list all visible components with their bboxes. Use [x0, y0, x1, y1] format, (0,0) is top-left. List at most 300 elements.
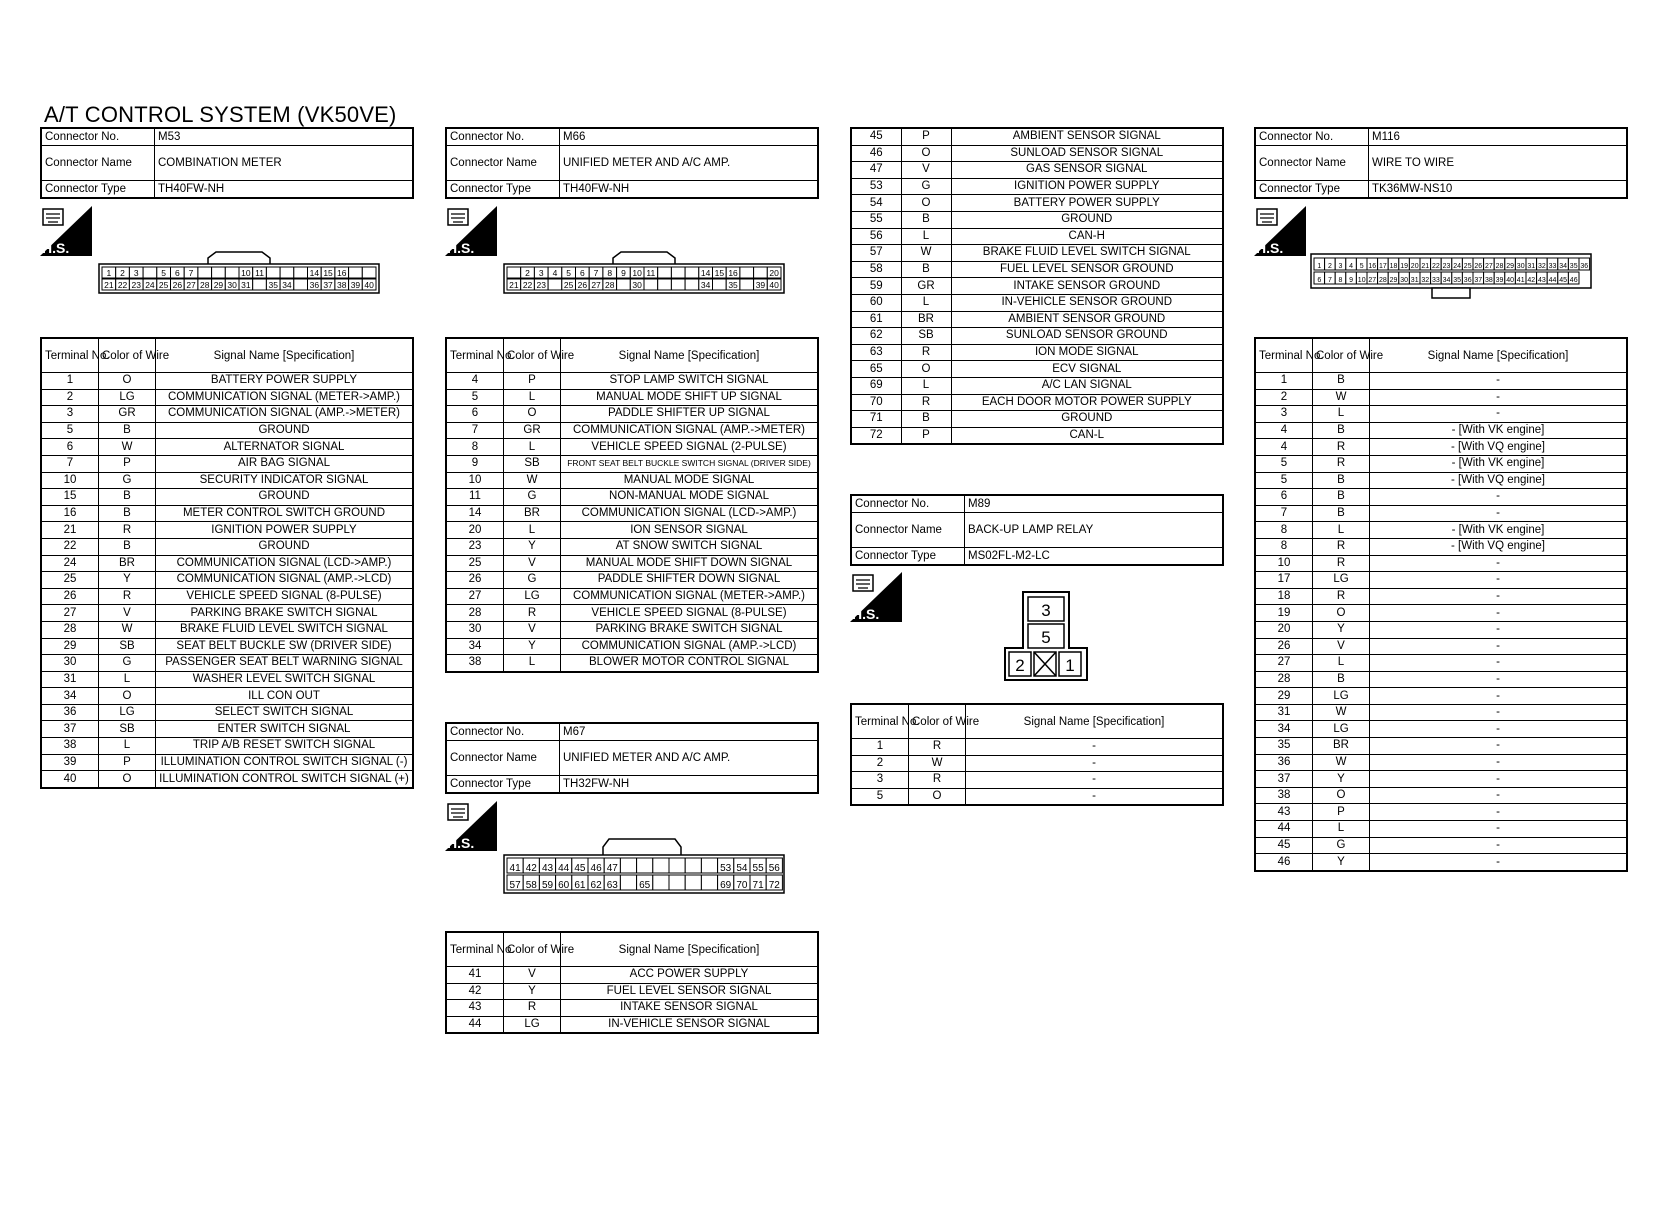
pin-label: 2 — [120, 268, 125, 278]
hs-badge-text: H.S. — [42, 240, 70, 256]
signal-name-cell: AIR BAG SIGNAL — [156, 455, 414, 472]
table-row — [446, 538, 818, 555]
terminal-no-cell: 5 — [1255, 472, 1313, 489]
header-signal-name: Signal Name [Specification] — [156, 338, 414, 373]
wire-color-cell: O — [901, 145, 951, 162]
pin-label: 6 — [579, 268, 585, 278]
wire-color-cell: B — [1313, 489, 1370, 506]
pin-label: 29 — [1389, 277, 1398, 284]
hs-harness-icon — [445, 206, 497, 256]
wire-color-cell: G — [99, 472, 156, 489]
signal-name-cell: - — [1370, 754, 1628, 771]
pin-label: 28 — [605, 280, 615, 290]
label-connector-name: Connector Name — [851, 513, 965, 548]
table-row — [1255, 787, 1627, 804]
wire-color-cell: L — [901, 294, 951, 311]
wire-color-cell: V — [504, 555, 561, 572]
wire-color-cell: GR — [99, 406, 156, 423]
pin-label: 25 — [563, 280, 574, 290]
pin-cavity — [685, 267, 699, 278]
signal-name-cell: PADDLE SHIFTER DOWN SIGNAL — [561, 572, 819, 589]
pin-label: 31 — [1410, 277, 1419, 284]
table-row — [1255, 455, 1627, 472]
terminal-no-cell: 41 — [446, 967, 504, 984]
signal-name-cell: - — [1370, 655, 1628, 672]
terminal-no-cell: 36 — [1255, 754, 1313, 771]
terminal-no-cell: 6 — [41, 439, 99, 456]
connector-m89-panel — [850, 494, 1224, 566]
connector-no-value: M89 — [965, 495, 1224, 513]
terminal-no-cell: 34 — [1255, 721, 1313, 738]
terminal-no-cell: 36 — [41, 704, 99, 721]
pin-label: 14 — [309, 268, 320, 278]
pin-label: 26 — [1474, 263, 1483, 270]
terminal-no-cell: 20 — [1255, 621, 1313, 638]
signal-name-cell: GROUND — [156, 538, 414, 555]
terminal-no-cell: 26 — [1255, 638, 1313, 655]
connector-no-value: M116 — [1369, 128, 1628, 146]
pin-label: 21 — [509, 280, 519, 290]
terminal-no-cell: 72 — [851, 427, 901, 444]
pin-label: 44 — [1548, 277, 1557, 284]
wire-color-cell: R — [1313, 455, 1370, 472]
signal-name-cell: TRIP A/B RESET SWITCH SIGNAL — [156, 738, 414, 755]
pin-label: 61 — [574, 880, 586, 891]
signal-name-cell: - [With VK engine] — [1370, 522, 1628, 539]
table-row — [851, 278, 1223, 295]
signal-name-cell: - — [1370, 406, 1628, 423]
connector-name-value: BACK-UP LAMP RELAY — [965, 513, 1224, 548]
pin-label: 28 — [200, 280, 210, 290]
pin-label: 34 — [282, 280, 292, 290]
table-row — [1255, 422, 1627, 439]
pin-label: 24 — [1453, 263, 1461, 270]
connector-face-m66 — [503, 248, 785, 299]
terminal-no-cell: 1 — [851, 739, 909, 756]
terminal-no-cell: 27 — [41, 605, 99, 622]
table-row — [446, 422, 818, 439]
table-row — [446, 489, 818, 506]
terminal-no-cell: 22 — [41, 538, 99, 555]
pin-cavity — [740, 267, 754, 278]
terminal-table-m67-continued — [850, 127, 1224, 445]
table-row — [41, 721, 413, 738]
terminal-no-cell: 29 — [41, 638, 99, 655]
header-color-of-wire: Color of Wire — [504, 338, 561, 373]
header-signal-name: Signal Name [Specification] — [966, 704, 1224, 739]
terminal-no-cell: 8 — [1255, 538, 1313, 555]
wire-color-cell: L — [1313, 522, 1370, 539]
pin-cavity — [617, 279, 631, 290]
pin-cavity — [701, 858, 717, 873]
terminal-no-cell: 60 — [851, 294, 901, 311]
signal-name-cell: GAS SENSOR SIGNAL — [951, 162, 1223, 179]
pin-label: 35 — [268, 280, 278, 290]
wire-color-cell: B — [901, 261, 951, 278]
pin-label: 2 — [1015, 656, 1025, 675]
table-row — [41, 555, 413, 572]
terminal-no-cell: 62 — [851, 328, 901, 345]
terminal-no-cell: 14 — [446, 505, 504, 522]
table-row — [41, 688, 413, 705]
pin-label: 10 — [632, 268, 642, 278]
wire-color-cell: W — [99, 439, 156, 456]
pin-label: 38 — [1485, 277, 1493, 284]
table-row — [1255, 738, 1627, 755]
signal-name-cell: - — [1370, 489, 1628, 506]
pin-label: 38 — [337, 280, 347, 290]
signal-name-cell: COMMUNICATION SIGNAL (METER->AMP.) — [156, 389, 414, 406]
pin-label: 43 — [1538, 277, 1546, 284]
wire-color-cell: W — [909, 755, 966, 772]
terminal-table-m116 — [1254, 337, 1628, 872]
pin-label: 22 — [522, 280, 533, 290]
table-row — [851, 344, 1223, 361]
pin-label: 36 — [1463, 277, 1472, 284]
pin-cavity — [653, 875, 669, 890]
pin-label: 22 — [117, 280, 128, 290]
signal-name-cell: - — [1370, 555, 1628, 572]
pin-label: 28 — [1379, 277, 1387, 284]
table-row — [41, 638, 413, 655]
terminal-no-cell: 18 — [1255, 588, 1313, 605]
terminal-no-cell: 5 — [446, 389, 504, 406]
table-row — [1255, 638, 1627, 655]
pin-label: 23 — [131, 280, 141, 290]
signal-name-cell: - — [1370, 787, 1628, 804]
terminal-no-cell: 38 — [41, 738, 99, 755]
hs-harness-icon — [40, 206, 92, 256]
signal-name-cell: AMBIENT SENSOR GROUND — [951, 311, 1223, 328]
connector-type-value: TH32FW-NH — [560, 776, 819, 794]
connector-face-m53 — [98, 248, 380, 299]
signal-name-cell: - — [1370, 771, 1628, 788]
signal-name-cell: COMMUNICATION SIGNAL (AMP.->METER) — [561, 422, 819, 439]
signal-name-cell: VEHICLE SPEED SIGNAL (8-PULSE) — [156, 588, 414, 605]
wire-color-cell: LG — [99, 704, 156, 721]
terminal-no-cell: 35 — [1255, 738, 1313, 755]
terminal-no-cell: 70 — [851, 394, 901, 411]
pin-label: 42 — [525, 863, 537, 874]
signal-name-cell: CAN-H — [951, 228, 1223, 245]
wire-color-cell: GR — [504, 422, 561, 439]
table-row — [1255, 522, 1627, 539]
table-row — [1255, 472, 1627, 489]
terminal-no-cell: 2 — [41, 389, 99, 406]
pin-label: 46 — [590, 863, 602, 874]
wire-color-cell: R — [909, 772, 966, 789]
terminal-no-cell: 40 — [41, 771, 99, 788]
wire-color-cell: B — [1313, 422, 1370, 439]
terminal-no-cell: 7 — [41, 455, 99, 472]
connector-type-value: TK36MW-NS10 — [1369, 181, 1628, 199]
pin-label: 18 — [1389, 263, 1398, 270]
pin-label: 40 — [364, 280, 374, 290]
table-row — [41, 655, 413, 672]
pin-label: 35 — [1453, 277, 1461, 284]
terminal-no-cell: 30 — [446, 621, 504, 638]
wire-color-cell: Y — [504, 638, 561, 655]
pin-label: 16 — [1368, 263, 1377, 270]
pin-cavity — [740, 279, 754, 290]
terminal-no-cell: 29 — [1255, 688, 1313, 705]
terminal-no-cell: 59 — [851, 278, 901, 295]
wire-color-cell: R — [99, 522, 156, 539]
terminal-no-cell: 30 — [41, 655, 99, 672]
wire-color-cell: Y — [99, 572, 156, 589]
signal-name-cell: COMMUNICATION SIGNAL (METER->AMP.) — [561, 588, 819, 605]
pin-label: 3 — [1041, 601, 1051, 620]
pin-cavity — [754, 267, 768, 278]
pin-cavity — [294, 279, 308, 290]
terminal-no-cell: 47 — [851, 162, 901, 179]
pin-label: 40 — [1506, 277, 1514, 284]
label-connector-name: Connector Name — [446, 146, 560, 181]
wire-color-cell: B — [99, 538, 156, 555]
pin-label: 45 — [1559, 277, 1567, 284]
wire-color-cell: O — [99, 771, 156, 788]
table-row — [41, 738, 413, 755]
terminal-no-cell: 31 — [1255, 704, 1313, 721]
wire-color-cell: L — [99, 738, 156, 755]
terminal-no-cell: 8 — [1255, 522, 1313, 539]
signal-name-cell: - — [966, 788, 1224, 805]
page-title: A/T CONTROL SYSTEM (VK50VE) — [44, 102, 397, 127]
table-row — [851, 145, 1223, 162]
hs-badge-text: H.S. — [447, 835, 475, 851]
pin-label: 5 — [1359, 263, 1364, 270]
pin-cavity — [253, 279, 267, 290]
signal-name-cell: AMBIENT SENSOR SIGNAL — [951, 128, 1223, 145]
signal-name-cell: - — [1370, 704, 1628, 721]
wire-color-cell: B — [1313, 373, 1370, 390]
signal-name-cell: SELECT SWITCH SIGNAL — [156, 704, 414, 721]
pin-label: 10 — [1357, 277, 1366, 284]
table-row — [41, 455, 413, 472]
wire-color-cell: W — [1313, 704, 1370, 721]
terminal-no-cell: 63 — [851, 344, 901, 361]
wire-color-cell: LG — [99, 389, 156, 406]
pin-label: 69 — [720, 880, 732, 891]
pin-label: 5 — [1041, 628, 1051, 647]
wire-color-cell: Y — [1313, 771, 1370, 788]
header-terminal-no: Terminal No. — [1255, 338, 1313, 373]
terminal-table-m89 — [850, 703, 1224, 806]
pin-label: 40 — [769, 280, 779, 290]
wire-color-cell: LG — [1313, 721, 1370, 738]
table-row — [446, 406, 818, 423]
terminal-no-cell: 25 — [41, 572, 99, 589]
label-connector-name: Connector Name — [446, 741, 560, 776]
terminal-no-cell: 10 — [446, 472, 504, 489]
signal-name-cell: STOP LAMP SWITCH SIGNAL — [561, 373, 819, 390]
table-row — [1255, 721, 1627, 738]
table-row — [851, 311, 1223, 328]
terminal-no-cell: 1 — [1255, 373, 1313, 390]
wire-color-cell: R — [504, 605, 561, 622]
pin-cavity — [212, 267, 226, 278]
signal-name-cell: - — [1370, 373, 1628, 390]
table-row — [851, 128, 1223, 145]
signal-name-cell: - — [1370, 588, 1628, 605]
pin-label: 59 — [541, 880, 554, 891]
table-row — [1255, 538, 1627, 555]
table-row — [446, 1000, 818, 1017]
wire-color-cell: G — [99, 655, 156, 672]
pin-label: 43 — [541, 863, 554, 874]
connector-no-value: M67 — [560, 723, 819, 741]
signal-name-cell: VEHICLE SPEED SIGNAL (2-PULSE) — [561, 439, 819, 456]
connector-type-value: TH40FW-NH — [155, 181, 414, 199]
wire-color-cell: O — [99, 688, 156, 705]
pin-label: 37 — [323, 280, 333, 290]
signal-name-cell: VEHICLE SPEED SIGNAL (8-PULSE) — [561, 605, 819, 622]
wire-color-cell: R — [1313, 439, 1370, 456]
wire-color-cell: O — [1313, 787, 1370, 804]
wire-color-cell: V — [504, 621, 561, 638]
pin-label: 41 — [1516, 277, 1525, 284]
pin-label: 30 — [227, 280, 237, 290]
terminal-no-cell: 11 — [446, 489, 504, 506]
pin-cavity — [225, 267, 239, 278]
table-row — [851, 228, 1223, 245]
terminal-no-cell: 58 — [851, 261, 901, 278]
signal-name-cell: COMMUNICATION SIGNAL (AMP.->LCD) — [561, 638, 819, 655]
header-color-of-wire: Color of Wire — [99, 338, 156, 373]
table-row — [1255, 505, 1627, 522]
terminal-no-cell: 45 — [1255, 837, 1313, 854]
pin-label: 20 — [1410, 263, 1419, 270]
pin-cavity — [671, 279, 685, 290]
wire-color-cell: SB — [504, 455, 561, 472]
wire-color-cell: B — [1313, 671, 1370, 688]
table-row — [446, 505, 818, 522]
pin-label: 11 — [646, 268, 656, 278]
wire-color-cell: B — [99, 505, 156, 522]
terminal-no-cell: 39 — [41, 754, 99, 771]
table-row — [41, 621, 413, 638]
connector-face-m116 — [1310, 246, 1592, 305]
terminal-no-cell: 43 — [1255, 804, 1313, 821]
pin-label: 29 — [1506, 263, 1514, 270]
signal-name-cell: - — [1370, 638, 1628, 655]
table-row — [446, 389, 818, 406]
terminal-no-cell: 17 — [1255, 572, 1313, 589]
wire-color-cell: B — [901, 211, 951, 228]
terminal-no-cell: 16 — [41, 505, 99, 522]
pin-label: 34 — [700, 280, 711, 290]
wire-color-cell: Y — [1313, 621, 1370, 638]
signal-name-cell: - — [1370, 854, 1628, 871]
pin-cavity — [658, 279, 672, 290]
pin-label: 34 — [1442, 277, 1451, 284]
wire-color-cell: O — [504, 406, 561, 423]
pin-label: 72 — [768, 880, 780, 891]
table-row — [1255, 704, 1627, 721]
signal-name-cell: CAN-L — [951, 427, 1223, 444]
table-row — [41, 588, 413, 605]
wire-color-cell: G — [504, 572, 561, 589]
connector-info-table — [445, 722, 819, 794]
hs-harness-icon — [445, 801, 497, 851]
connector-no-value: M53 — [155, 128, 414, 146]
wire-color-cell: R — [504, 1000, 561, 1017]
terminal-no-cell: 15 — [41, 489, 99, 506]
wire-color-cell: V — [504, 967, 561, 984]
signal-name-cell: GROUND — [156, 422, 414, 439]
header-color-of-wire: Color of Wire — [504, 932, 561, 967]
pin-label: 2 — [1327, 263, 1332, 270]
table-row — [851, 211, 1223, 228]
table-row — [1255, 439, 1627, 456]
hs-harness-icon — [850, 572, 902, 622]
terminal-no-cell: 34 — [41, 688, 99, 705]
signal-name-cell: FRONT SEAT BELT BUCKLE SWITCH SIGNAL (DRIVER SIDE) — [561, 455, 819, 472]
terminal-no-cell: 1 — [41, 373, 99, 390]
table-row — [41, 754, 413, 771]
wire-color-cell: GR — [901, 278, 951, 295]
signal-name-cell: MANUAL MODE SHIFT DOWN SIGNAL — [561, 555, 819, 572]
table-row — [851, 411, 1223, 428]
pin-cavity — [671, 267, 685, 278]
signal-name-cell: GROUND — [951, 211, 1223, 228]
table-row — [1255, 821, 1627, 838]
wire-color-cell: Y — [1313, 854, 1370, 871]
header-signal-name: Signal Name [Specification] — [1370, 338, 1628, 373]
pin-cavity — [198, 267, 212, 278]
wire-color-cell: R — [909, 739, 966, 756]
pin-label: 63 — [606, 880, 618, 891]
pin-label: 70 — [736, 880, 748, 891]
terminal-no-cell: 4 — [1255, 422, 1313, 439]
table-row — [41, 389, 413, 406]
wire-color-cell: B — [99, 489, 156, 506]
terminal-no-cell: 37 — [41, 721, 99, 738]
signal-name-cell: - — [1370, 804, 1628, 821]
pin-cavity — [294, 267, 308, 278]
pin-label: 27 — [591, 280, 601, 290]
label-connector-name: Connector Name — [41, 146, 155, 181]
signal-name-cell: ALTERNATOR SIGNAL — [156, 439, 414, 456]
pin-label: 39 — [1495, 277, 1504, 284]
table-row — [1255, 655, 1627, 672]
signal-name-cell: AT SNOW SWITCH SIGNAL — [561, 538, 819, 555]
connector-face-m67 — [503, 837, 785, 900]
terminal-no-cell: 10 — [1255, 555, 1313, 572]
pin-label: 30 — [632, 280, 642, 290]
pin-label: 24 — [145, 280, 155, 290]
label-connector-no: Connector No. — [41, 128, 155, 146]
pin-cavity — [349, 267, 363, 278]
signal-name-cell: - — [1370, 389, 1628, 406]
terminal-table-m53-panel — [40, 337, 414, 789]
pin-label: 2 — [525, 268, 530, 278]
signal-name-cell: WASHER LEVEL SWITCH SIGNAL — [156, 671, 414, 688]
wire-color-cell: LG — [1313, 572, 1370, 589]
terminal-no-cell: 24 — [41, 555, 99, 572]
pin-label: 4 — [552, 268, 558, 278]
wire-color-cell: R — [99, 588, 156, 605]
terminal-no-cell: 10 — [41, 472, 99, 489]
header-terminal-no: Terminal No. — [446, 338, 504, 373]
signal-name-cell: GROUND — [156, 489, 414, 506]
wire-color-cell: SB — [99, 721, 156, 738]
signal-name-cell: ENTER SWITCH SIGNAL — [156, 721, 414, 738]
pin-label: 1 — [1065, 656, 1075, 675]
connector-info-table — [1254, 127, 1628, 199]
pin-label: 6 — [174, 268, 180, 278]
wire-color-cell: W — [504, 472, 561, 489]
